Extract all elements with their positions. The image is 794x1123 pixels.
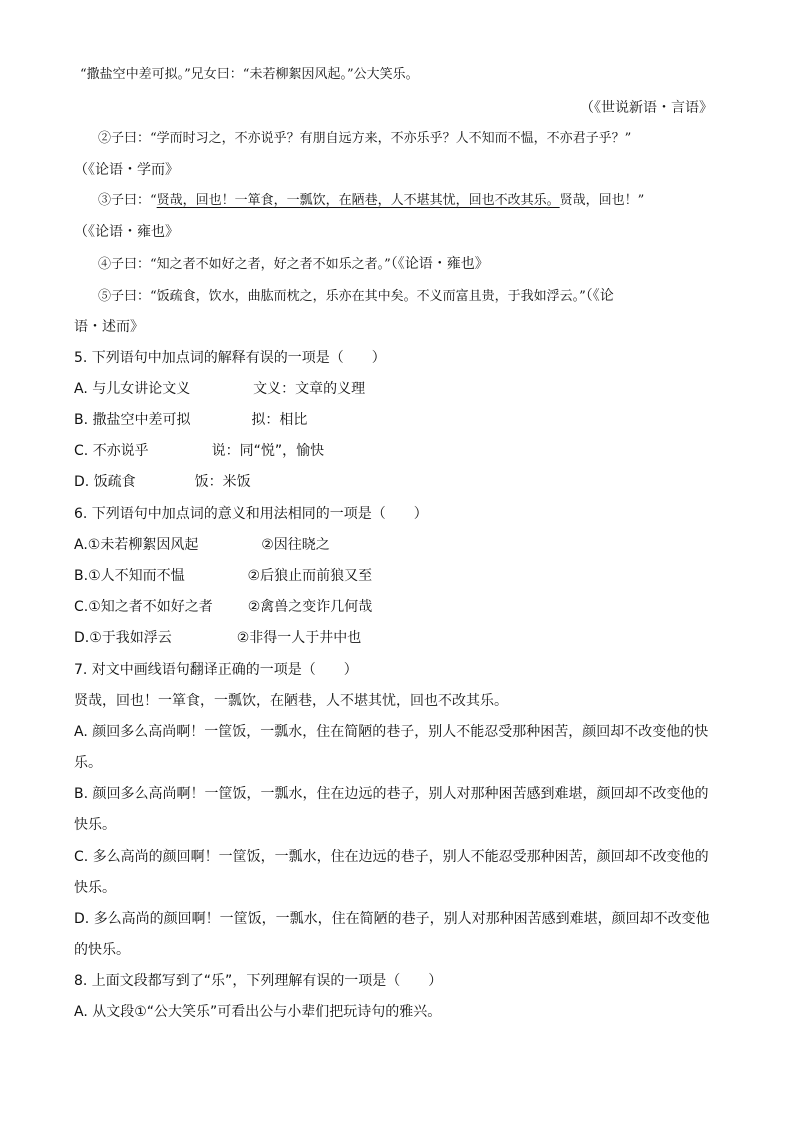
option-first: ①知之者不如好之者 [88, 599, 213, 615]
option-first: ①人不知而不愠 [88, 568, 185, 584]
option-gloss: 文义：文章的义理 [253, 381, 366, 397]
passage-line-4 [98, 255, 489, 274]
question-6-option-b [74, 567, 372, 585]
option-text: 多么高尚的颜回啊！一筐饭，一瓢水，住在边远的巷子，别人不能忍受那种困苦，颜回却不改变他的 [92, 849, 709, 865]
option-text: 不亦说乎 [92, 443, 149, 459]
question-8-option-a [74, 1003, 441, 1021]
underlined-sentence: 贤哉，回也！一箪食，一瓢饮，在陋巷，人不堪其忧，回也不改其乐。 [156, 193, 560, 208]
option-gloss: 饭：米饭 [194, 474, 251, 490]
question-7-quote: 贤哉，回也！一箪食，一瓢饮，在陋巷，人不堪其忧，回也不改其乐。 [74, 693, 508, 709]
option-second: ②禽兽之变诈几何哉 [247, 599, 373, 615]
option-label: D. [74, 474, 90, 490]
passage-source-5a: （《论 [585, 288, 614, 304]
option-label: A. [74, 537, 88, 553]
option-text: 与儿女讲论文义 [92, 381, 191, 397]
passage-source-5b: 语・述而》 [74, 319, 144, 335]
passage-source-4: （《论语・雍也》 [390, 256, 489, 272]
question-5-option-d [74, 473, 251, 491]
passage-source-1: （《世说新语・言语》 [580, 100, 713, 116]
question-8-stem: 8. 上面文段都写到了“乐”，下列理解有误的一项是（ ） [74, 973, 443, 989]
option-second: ②因往晓之 [261, 537, 330, 553]
option-gloss: 说：同“悦”，愉快 [211, 443, 325, 459]
option-second: ②非得一人于井中也 [236, 630, 362, 646]
option-label: A. [74, 724, 88, 740]
option-text: 撒盐空中差可拟 [92, 412, 191, 428]
passage-4-text: ④子曰：“知之者不如好之者，好之者不如乐之者。” [98, 257, 391, 272]
question-7-stem: 7. 对文中画线语句翻译正确的一项是（ ） [74, 662, 358, 678]
passage-line-3 [98, 192, 644, 210]
question-7-option-d-cont: 的快乐。 [74, 942, 130, 958]
option-second: ②后狼止而前狼又至 [247, 568, 373, 584]
option-text: 从文段①“公大笑乐”可看出公与小辈们把玩诗句的雅兴。 [92, 1004, 442, 1020]
option-label: D. [74, 911, 90, 927]
question-6-option-d [74, 629, 361, 647]
question-6-option-a [74, 536, 330, 554]
option-first: ①于我如浮云 [89, 630, 172, 646]
question-7-option-b [74, 785, 709, 803]
option-label: B. [74, 786, 89, 802]
passage-source-3: （《论语・雍也》 [74, 224, 179, 240]
option-label: A. [74, 381, 88, 397]
question-7-option-b-cont: 快乐。 [74, 817, 116, 833]
question-7-option-c-cont: 快乐。 [74, 880, 116, 896]
question-6-stem: 6. 下列语句中加点词的意义和用法相同的一项是（ ） [74, 506, 428, 522]
option-text: 颜回多么高尚啊！一筐饭，一瓢水，住在简陋的巷子，别人不能忍受那种困苦，颜回却不改变他的快 [92, 724, 709, 740]
passage-3-prefix: ③子曰：“ [98, 193, 157, 208]
question-7-option-a [74, 723, 708, 741]
option-label: C. [74, 443, 89, 459]
question-7-option-d [74, 910, 710, 928]
passage-source-2: （《论语・学而》 [74, 162, 179, 178]
option-label: C. [74, 849, 89, 865]
question-5-option-c [74, 442, 324, 460]
passage-5-text: ⑤子曰：“饭疏食，饮水，曲肱而枕之，乐亦在其中矣。不义而富且贵，于我如浮云。” [98, 289, 586, 304]
option-label: B. [74, 568, 89, 584]
option-label: C. [74, 599, 89, 615]
passage-line-5 [98, 287, 614, 306]
option-label: A. [74, 1004, 88, 1020]
option-first: ①未若柳絮因风起 [87, 537, 199, 553]
passage-3-suffix: 贤哉，回也！” [559, 193, 645, 208]
option-label: B. [74, 412, 89, 428]
question-5-option-a [74, 380, 365, 398]
question-7-option-a-cont: 乐。 [74, 755, 102, 771]
passage-line-1: “撒盐空中差可拟。”兄女曰：“未若柳絮因风起。”公大笑乐。 [80, 67, 419, 82]
option-label: D. [74, 630, 90, 646]
option-text: 多么高尚的颜回啊！一筐饭，一瓢水，住在简陋的巷子，别人对那种困苦感到难堪，颜回却不改变他 [93, 911, 710, 927]
question-6-option-c [74, 598, 372, 616]
option-text: 饭疏食 [93, 474, 136, 490]
option-gloss: 拟：相比 [251, 412, 308, 428]
option-text: 颜回多么高尚啊！一筐饭，一瓢水，住在边远的巷子，别人对那种困苦感到难堪，颜回却不改变他的 [92, 786, 709, 802]
passage-line-2: ②子曰：“学而时习之，不亦说乎？有朋自远方来，不亦乐乎？人不知而不愠，不亦君子乎？” [98, 131, 632, 146]
question-5-option-b [74, 411, 307, 429]
question-7-option-c [74, 848, 709, 866]
question-5-stem: 5. 下列语句中加点词的解释有误的一项是（ ） [74, 350, 386, 366]
